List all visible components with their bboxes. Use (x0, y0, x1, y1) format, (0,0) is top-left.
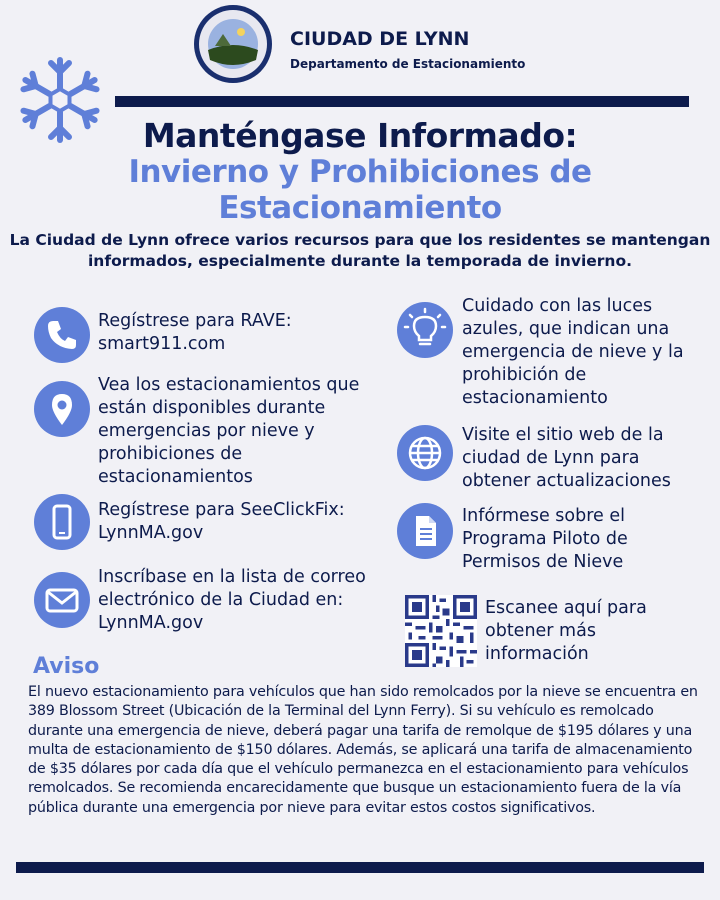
main-title: Manténgase Informado: (142, 116, 578, 155)
envelope-icon (34, 572, 90, 628)
list-item: Inscríbase en la lista de correo electrónico de la Ciudad en: LynnMA.gov (98, 567, 366, 633)
location-pin-icon (34, 381, 90, 437)
header-subtitle: Departamento de Estacionamiento (290, 57, 526, 71)
qr-code-icon[interactable] (405, 595, 477, 667)
list-item: Infórmese sobre el Programa Piloto de Permisos de Nieve (462, 506, 628, 572)
globe-icon (397, 425, 453, 481)
intro-text: La Ciudad de Lynn ofrece varios recursos para que los residentes se mantengan informados, especialmente durante la temporada de invierno. (9, 231, 711, 270)
main-subtitle: Invierno y Prohibiciones de Estacionamiento (128, 154, 592, 226)
header-title: CIUDAD DE LYNN (290, 28, 470, 50)
city-seal-logo (193, 4, 273, 84)
list-item: Regístrese para RAVE: smart911.com (98, 311, 292, 354)
aviso-body: El nuevo estacionamiento para vehículos que han sido remolcados por la nieve se encuentra en 389 Blossom Street (Ubicación de la Terminal del Lynn Ferry). Si su vehículo es remolcado durante una emergencia de nieve, deberá pagar una tarifa de remolque de $195 dólares y una multa de estacionamiento de $150 dólares. Además, se aplicará una tarifa de almacenamiento de $35 dólares por cada día que el vehículo permanezca en el estacionamiento para vehículos remolcados. Se recomienda encarecidamente que busque un estacionamiento fuera de la vía pública durante una emergencia por nieve para evitar estos costos significativos. (28, 684, 698, 816)
top-divider-bar (115, 96, 689, 107)
smartphone-icon (34, 494, 90, 550)
list-item: Visite el sitio web de la ciudad de Lynn para obtener actualizaciones (462, 425, 671, 491)
bottom-divider-bar (16, 862, 704, 873)
list-item: Cuidado con las luces azules, que indican una emergencia de nieve y la prohibición de estacionamiento (462, 296, 684, 408)
document-icon (397, 503, 453, 559)
qr-caption: Escanee aquí para obtener más información (485, 598, 647, 664)
lightbulb-icon (397, 302, 453, 358)
list-item: Regístrese para SeeClickFix: LynnMA.gov (98, 500, 345, 543)
list-item: Vea los estacionamientos que están disponibles durante emergencias por nieve y prohibiciones de estacionamientos (98, 375, 360, 487)
aviso-heading: Aviso (33, 654, 100, 679)
phone-icon (34, 307, 90, 363)
